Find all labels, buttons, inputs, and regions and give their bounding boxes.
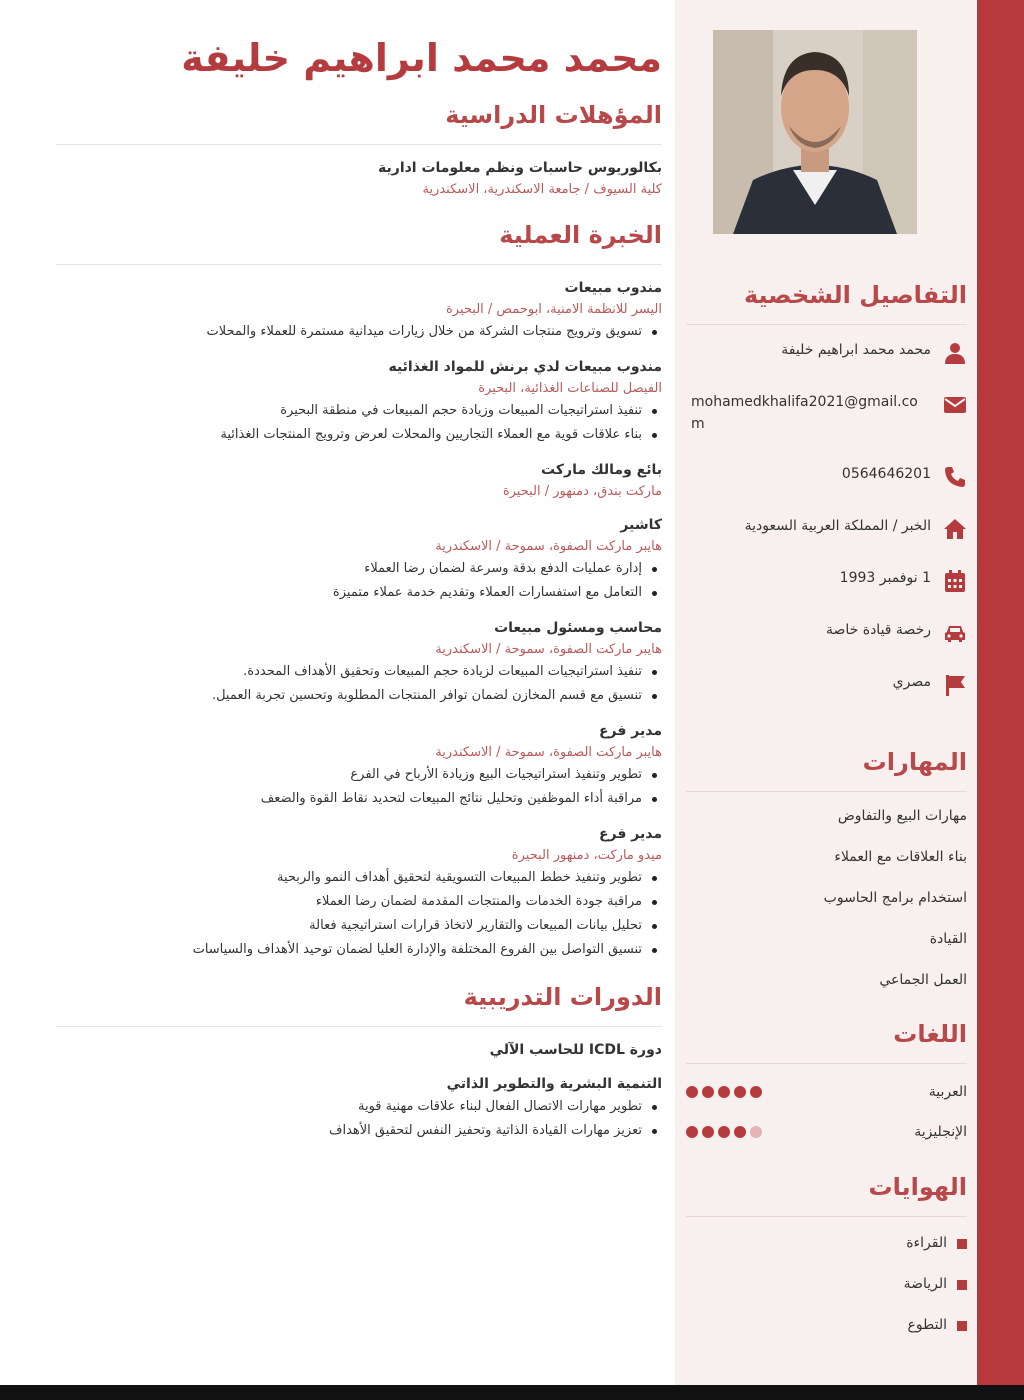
job-duty: إدارة عمليات الدفع بدقة وسرعة لضمان رضا العملاء bbox=[56, 557, 642, 581]
level-dot-filled bbox=[718, 1086, 730, 1098]
experience-heading: الخبرة العملية bbox=[56, 218, 662, 265]
square-bullet-icon bbox=[957, 1280, 967, 1290]
experience-entry bbox=[56, 514, 662, 605]
candidate-name: محمد محمد ابراهيم خليفة bbox=[181, 36, 662, 80]
job-duty: تسويق وترويج منتجات الشركة من خلال زيارات ميدانية مستمرة للعملاء والمحلات bbox=[56, 320, 642, 344]
hobbies-list bbox=[686, 1223, 967, 1346]
detail-nationality-value: مصري bbox=[892, 674, 931, 690]
square-bullet-icon bbox=[957, 1239, 967, 1249]
course-title: دورة ICDL للحاسب الآلي bbox=[489, 1042, 662, 1058]
level-dot-filled bbox=[750, 1086, 762, 1098]
sidebar-column bbox=[686, 30, 967, 1346]
hobby-item bbox=[686, 1264, 967, 1305]
skill-item: بناء العلاقات مع العملاء bbox=[834, 849, 967, 865]
experience-entry bbox=[56, 720, 662, 811]
job-duty: مراقبة أداء الموظفين وتحليل نتائج المبيعات لتحديد نقاط القوة والضعف bbox=[56, 787, 642, 811]
experience-entry bbox=[56, 277, 662, 344]
hobby-label: التطوع bbox=[907, 1317, 947, 1333]
level-dot-filled bbox=[734, 1086, 746, 1098]
language-row bbox=[686, 1072, 967, 1112]
job-company: الفيصل للصناعات الغذائية، البحيرة bbox=[478, 381, 662, 396]
skill-item: العمل الجماعي bbox=[879, 972, 967, 988]
job-duty: تحليل بيانات المبيعات والتقارير لاتخاذ قرارات استراتيجية فعالة bbox=[56, 914, 642, 938]
detail-nationality bbox=[686, 671, 967, 723]
job-title: مدير فرع bbox=[598, 723, 662, 739]
language-name: الإنجليزية bbox=[914, 1124, 967, 1140]
languages-list bbox=[686, 1072, 967, 1152]
flag-icon bbox=[943, 673, 967, 697]
detail-address-value: الخبر / المملكة العربية السعودية bbox=[744, 518, 931, 534]
detail-name bbox=[686, 339, 967, 391]
skills-heading: المهارات bbox=[686, 745, 967, 792]
job-title: محاسب ومسئول مبيعات bbox=[494, 620, 662, 636]
detail-name-value: محمد محمد ابراهيم خليفة bbox=[781, 342, 931, 358]
job-title: مندوب مبيعات لدي برنش للمواد الغذائيه bbox=[388, 359, 662, 375]
skill-item: استخدام برامج الحاسوب bbox=[823, 890, 967, 906]
level-dot-filled bbox=[702, 1126, 714, 1138]
car-icon bbox=[943, 621, 967, 645]
job-title: بائع ومالك ماركت bbox=[541, 462, 662, 478]
job-company: ميدو ماركت، دمنهور البحيرة bbox=[511, 848, 662, 863]
detail-phone bbox=[686, 463, 967, 515]
hobby-item bbox=[686, 1223, 967, 1264]
job-duty: بناء علاقات قوية مع العملاء التجاريين والمحلات لعرض وترويج المنتجات الغذائية bbox=[56, 423, 642, 447]
phone-icon bbox=[943, 465, 967, 489]
level-dot-filled bbox=[702, 1086, 714, 1098]
bottom-black-bar bbox=[0, 1385, 1024, 1400]
personal-details-heading: التفاصيل الشخصية bbox=[686, 278, 967, 325]
detail-address bbox=[686, 515, 967, 567]
hobby-label: الرياضة bbox=[903, 1276, 947, 1292]
hobbies-heading: الهوايات bbox=[686, 1170, 967, 1217]
detail-phone-value[interactable]: 0564646201 bbox=[841, 466, 931, 482]
detail-email-value[interactable]: mohamedkhalifa2021@gmail.com bbox=[691, 394, 918, 432]
experience-entry bbox=[56, 823, 662, 962]
home-icon bbox=[943, 517, 967, 541]
level-dot-filled bbox=[734, 1126, 746, 1138]
side-accent-strip bbox=[977, 0, 1024, 1400]
hobby-label: القراءة bbox=[906, 1235, 947, 1251]
job-title: كاشير bbox=[620, 517, 662, 533]
job-company: اليسر للانظمة الامنية، ابوحمص / البحيرة bbox=[445, 302, 662, 317]
job-duty: تنفيذ استراتيجيات المبيعات وزيادة حجم المبيعات في منطقة البحيرة bbox=[56, 399, 642, 423]
experience-entry bbox=[56, 356, 662, 447]
job-duty: مراقبة جودة الخدمات والمنتجات المقدمة لضمان رضا العملاء bbox=[56, 890, 642, 914]
skill-item: القيادة bbox=[929, 931, 967, 947]
languages-heading: اللغات bbox=[686, 1017, 967, 1064]
course-title: التنمية البشرية والتطوير الذاتي bbox=[446, 1076, 662, 1092]
square-bullet-icon bbox=[957, 1321, 967, 1331]
job-duty: التعامل مع استفسارات العملاء وتقديم خدمة عملاء متميزة bbox=[56, 581, 642, 605]
education-heading: المؤهلات الدراسية bbox=[56, 98, 662, 145]
user-icon bbox=[943, 341, 967, 365]
level-dot-filled bbox=[686, 1126, 698, 1138]
courses-heading: الدورات التدريبية bbox=[56, 980, 662, 1027]
job-company: ماركت بندق، دمنهور / البحيرة bbox=[502, 484, 662, 499]
course-entry bbox=[56, 1073, 662, 1143]
course-point: تطوير مهارات الاتصال الفعال لبناء علاقات مهنية قوية bbox=[56, 1095, 642, 1119]
degree-title: بكالوريوس حاسبات ونظم معلومات ادارية bbox=[378, 160, 662, 176]
degree-institution: كلية السيوف / جامعة الاسكندرية، الاسكندرية bbox=[422, 182, 662, 197]
profile-photo bbox=[713, 30, 917, 234]
job-duty: تنسيق التواصل بين الفروع المختلفة والإدارة العليا لضمان توحيد الأهداف والسياسات bbox=[56, 938, 642, 962]
profile-photo-image bbox=[713, 30, 917, 234]
calendar-icon bbox=[943, 569, 967, 593]
skill-item: مهارات البيع والتفاوض bbox=[837, 808, 967, 824]
detail-license bbox=[686, 619, 967, 671]
envelope-icon bbox=[943, 393, 967, 417]
course-point: تعزيز مهارات القيادة الذاتية وتحفيز النفس لتحقيق الأهداف bbox=[56, 1119, 642, 1143]
level-dot-filled bbox=[686, 1086, 698, 1098]
job-duty: تطوير وتنفيذ خطط المبيعات التسويقية لتحقيق أهداف النمو والربحية bbox=[56, 866, 642, 890]
job-duty: تنفيذ استراتيجيات المبيعات لزيادة حجم المبيعات وتحقيق الأهداف المحددة. bbox=[56, 660, 642, 684]
language-level-dots bbox=[686, 1126, 762, 1138]
detail-email bbox=[686, 391, 967, 463]
course-entry bbox=[56, 1039, 662, 1061]
level-dot-empty bbox=[750, 1126, 762, 1138]
main-column bbox=[56, 30, 662, 1143]
hobby-item bbox=[686, 1305, 967, 1346]
experience-entry bbox=[56, 617, 662, 708]
level-dot-filled bbox=[718, 1126, 730, 1138]
job-duty: تنسيق مع قسم المخازن لضمان توافر المنتجات المطلوبة وتحسين تجربة العميل. bbox=[56, 684, 642, 708]
personal-details-list bbox=[686, 339, 967, 723]
language-row bbox=[686, 1112, 967, 1152]
language-level-dots bbox=[686, 1086, 762, 1098]
experience-entry bbox=[56, 459, 662, 502]
job-title: مدير فرع bbox=[598, 826, 662, 842]
job-company: هايبر ماركت الصفوة، سموحة / الاسكندرية bbox=[435, 539, 662, 554]
detail-birthdate-value: 1 نوفمبر 1993 bbox=[839, 570, 931, 586]
detail-license-value: رخصة قيادة خاصة bbox=[825, 622, 931, 638]
job-title: مندوب مبيعات bbox=[564, 280, 662, 296]
detail-birthdate bbox=[686, 567, 967, 619]
job-company: هايبر ماركت الصفوة، سموحة / الاسكندرية bbox=[435, 642, 662, 657]
skills-list bbox=[686, 796, 967, 1001]
job-duty: تطوير وتنفيذ استراتيجيات البيع وزيادة الأرباح في الفرع bbox=[56, 763, 642, 787]
job-company: هايبر ماركت الصفوة، سموحة / الاسكندرية bbox=[435, 745, 662, 760]
education-entry bbox=[56, 157, 662, 200]
language-name: العربية bbox=[928, 1084, 967, 1100]
